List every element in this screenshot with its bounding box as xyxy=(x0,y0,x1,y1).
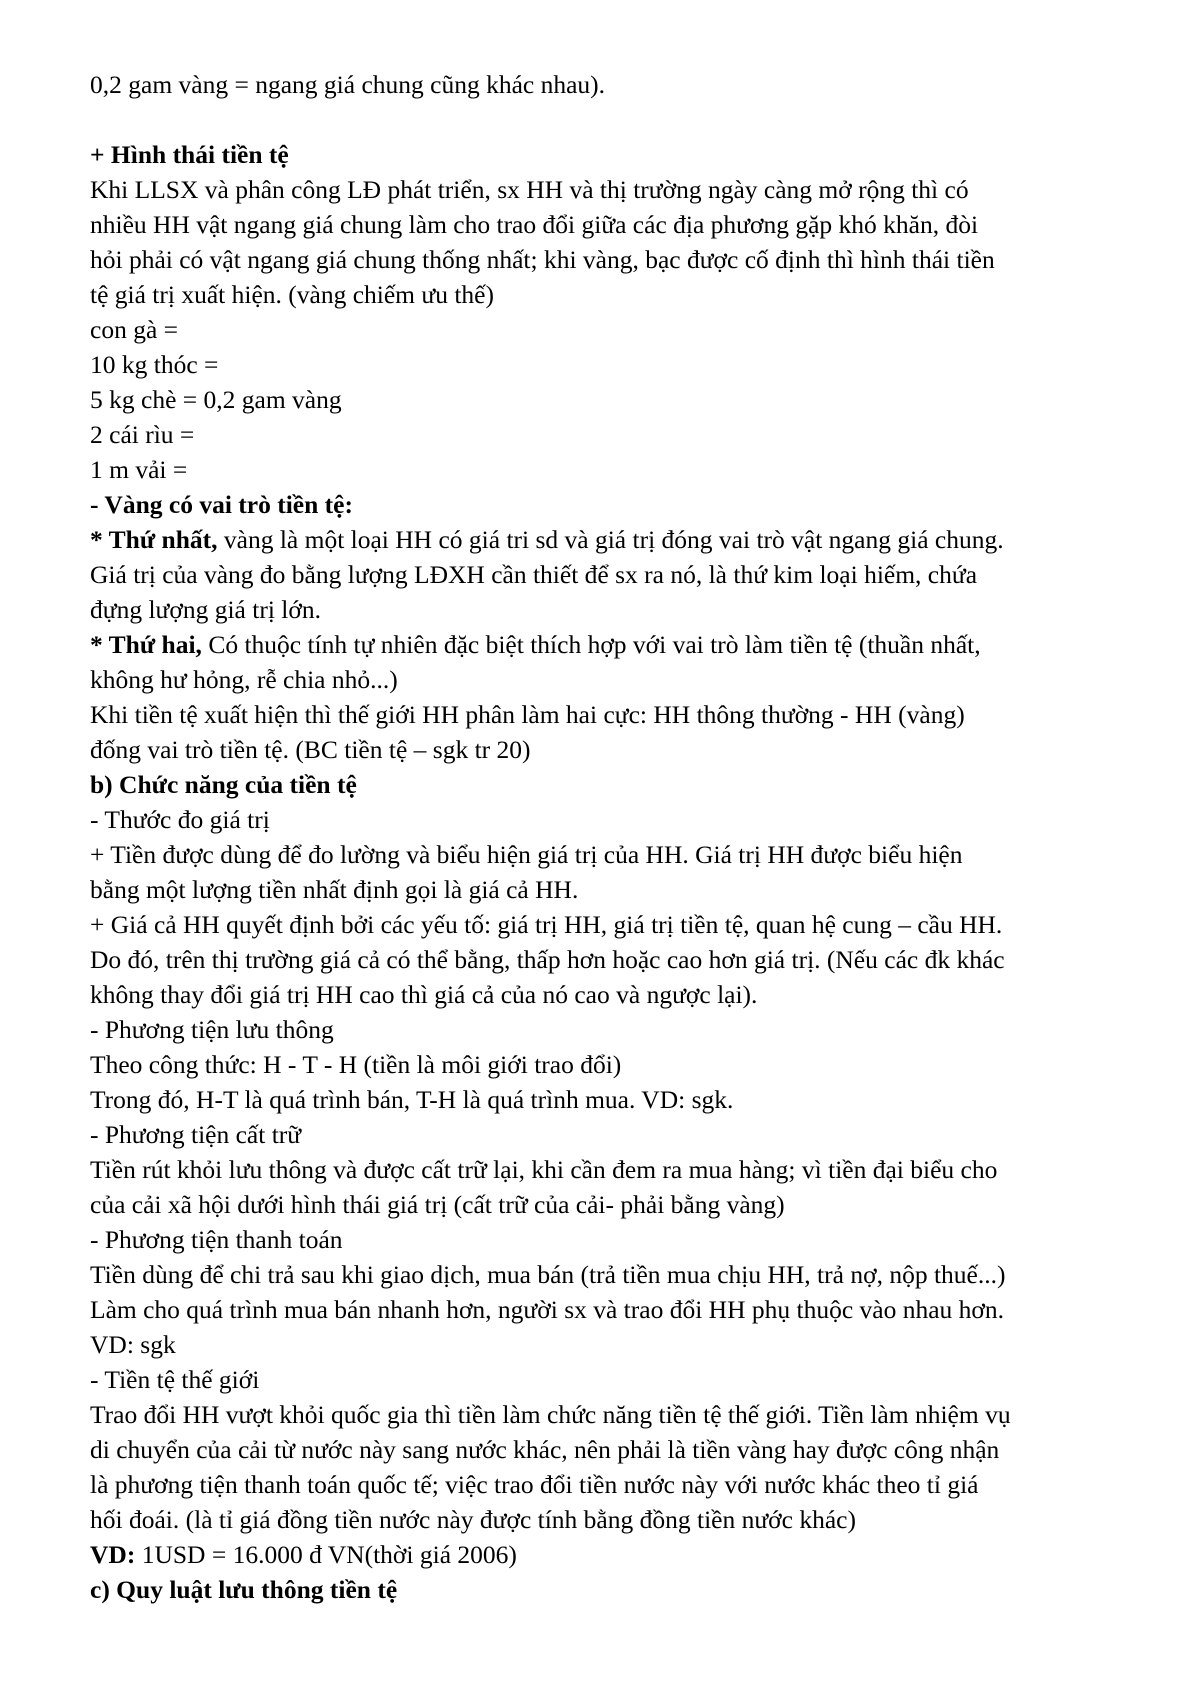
subheading-gold-role: - Vàng có vai trò tiền tệ: xyxy=(90,490,353,519)
text-line: Tiền dùng để chi trả sau khi giao dịch, mua bán (trả tiền mua chịu HH, trả nợ, nộp thuế...) xyxy=(90,1260,1006,1289)
text-line: Trong đó, H-T là quá trình bán, T-H là quá trình mua. VD: sgk. xyxy=(90,1085,734,1114)
text-line: Trao đổi HH vượt khỏi quốc gia thì tiền làm chức năng tiền tệ thế giới. Tiền làm nhiệm vụ xyxy=(90,1400,1011,1429)
second-point-text: Có thuộc tính tự nhiên đặc biệt thích hợp với vai trò làm tiền tệ (thuần nhất, xyxy=(201,630,981,659)
section-heading-monetary-form: + Hình thái tiền tệ xyxy=(90,140,289,169)
example-text: 1USD = 16.000 đ VN(thời giá 2006) xyxy=(135,1540,517,1569)
example-label: VD: xyxy=(90,1540,136,1569)
first-point-label: * Thứ nhất, xyxy=(90,525,218,554)
text-line: Làm cho quá trình mua bán nhanh hơn, người sx và trao đổi HH phụ thuộc vào nhau hơn. xyxy=(90,1295,1005,1324)
text-line: + Tiền được dùng để đo lường và biểu hiện giá trị của HH. Giá trị HH được biểu hiện xyxy=(90,840,963,869)
equation-line: 5 kg chè = 0,2 gam vàng xyxy=(90,385,342,414)
text-line: hỏi phải có vật ngang giá chung thống nhất; khi vàng, bạc được cố định thì hình thái tiền xyxy=(90,245,995,274)
equation-line: 10 kg thóc = xyxy=(90,350,219,379)
text-line: - Phương tiện cất trữ xyxy=(90,1120,302,1149)
text-line: - Phương tiện lưu thông xyxy=(90,1015,334,1044)
text-line-example xyxy=(90,1537,1130,1572)
text-line: Khi LLSX và phân công LĐ phát triển, sx HH và thị trường ngày càng mở rộng thì có xyxy=(90,175,969,204)
second-point-label: * Thứ hai, xyxy=(90,630,202,659)
text-line: đựng lượng giá trị lớn. xyxy=(90,595,321,624)
text-line: bằng một lượng tiền nhất định gọi là giá cả HH. xyxy=(90,875,579,904)
equation-line: con gà = xyxy=(90,315,179,344)
text-line: không thay đổi giá trị HH cao thì giá cả của nó cao và ngược lại). xyxy=(90,980,758,1009)
text-line: nhiều HH vật ngang giá chung làm cho trao đổi giữa các địa phương gặp khó khăn, đòi xyxy=(90,210,979,239)
text-line: - Tiền tệ thế giới xyxy=(90,1365,260,1394)
text-line: đống vai trò tiền tệ. (BC tiền tệ – sgk tr 20) xyxy=(90,735,531,764)
text-line: Do đó, trên thị trường giá cả có thể bằng, thấp hơn hoặc cao hơn giá trị. (Nếu các đk khác xyxy=(90,945,1005,974)
text-line: không hư hỏng, rễ chia nhỏ...) xyxy=(90,665,398,694)
text-line: - Phương tiện thanh toán xyxy=(90,1225,343,1254)
text-line: 0,2 gam vàng = ngang giá chung cũng khác nhau). xyxy=(90,70,606,99)
text-line: VD: sgk xyxy=(90,1330,176,1359)
text-line: là phương tiện thanh toán quốc tế; việc trao đổi tiền nước này với nước khác theo tỉ giá xyxy=(90,1470,979,1499)
text-line: tệ giá trị xuất hiện. (vàng chiếm ưu thế) xyxy=(90,280,494,309)
blank-line xyxy=(90,102,1130,137)
text-line-first-point xyxy=(90,522,1130,557)
text-line: Tiền rút khỏi lưu thông và được cất trữ lại, khi cần đem ra mua hàng; vì tiền đại biểu cho xyxy=(90,1155,998,1184)
equation-line: 1 m vải = xyxy=(90,455,188,484)
document-page xyxy=(90,67,1130,1607)
equation-line: 2 cái rìu = xyxy=(90,420,195,449)
text-line: Giá trị của vàng đo bằng lượng LĐXH cần thiết để sx ra nó, là thứ kim loại hiếm, chứa xyxy=(90,560,978,589)
section-heading-money-functions: b) Chức năng của tiền tệ xyxy=(90,770,357,799)
text-line: - Thước đo giá trị xyxy=(90,805,270,834)
first-point-text: vàng là một loại HH có giá tri sd và giá trị đóng vai trò vật ngang giá chung. xyxy=(217,525,1004,554)
text-line: di chuyển của cải từ nước này sang nước khác, nên phải là tiền vàng hay được công nhận xyxy=(90,1435,1000,1464)
text-line-second-point xyxy=(90,627,1130,662)
text-line: hối đoái. (là tỉ giá đồng tiền nước này được tính bằng đồng tiền nước khác) xyxy=(90,1505,856,1534)
text-line: Khi tiền tệ xuất hiện thì thế giới HH phân làm hai cực: HH thông thường - HH (vàng) xyxy=(90,700,965,729)
section-heading-circulation-law: c) Quy luật lưu thông tiền tệ xyxy=(90,1575,398,1604)
text-line: + Giá cả HH quyết định bởi các yếu tố: giá trị HH, giá trị tiền tệ, quan hệ cung – cầu HH. xyxy=(90,910,1003,939)
text-line: của cải xã hội dưới hình thái giá trị (cất trữ của cải- phải bằng vàng) xyxy=(90,1190,785,1219)
text-line: Theo công thức: H - T - H (tiền là môi giới trao đổi) xyxy=(90,1050,622,1079)
